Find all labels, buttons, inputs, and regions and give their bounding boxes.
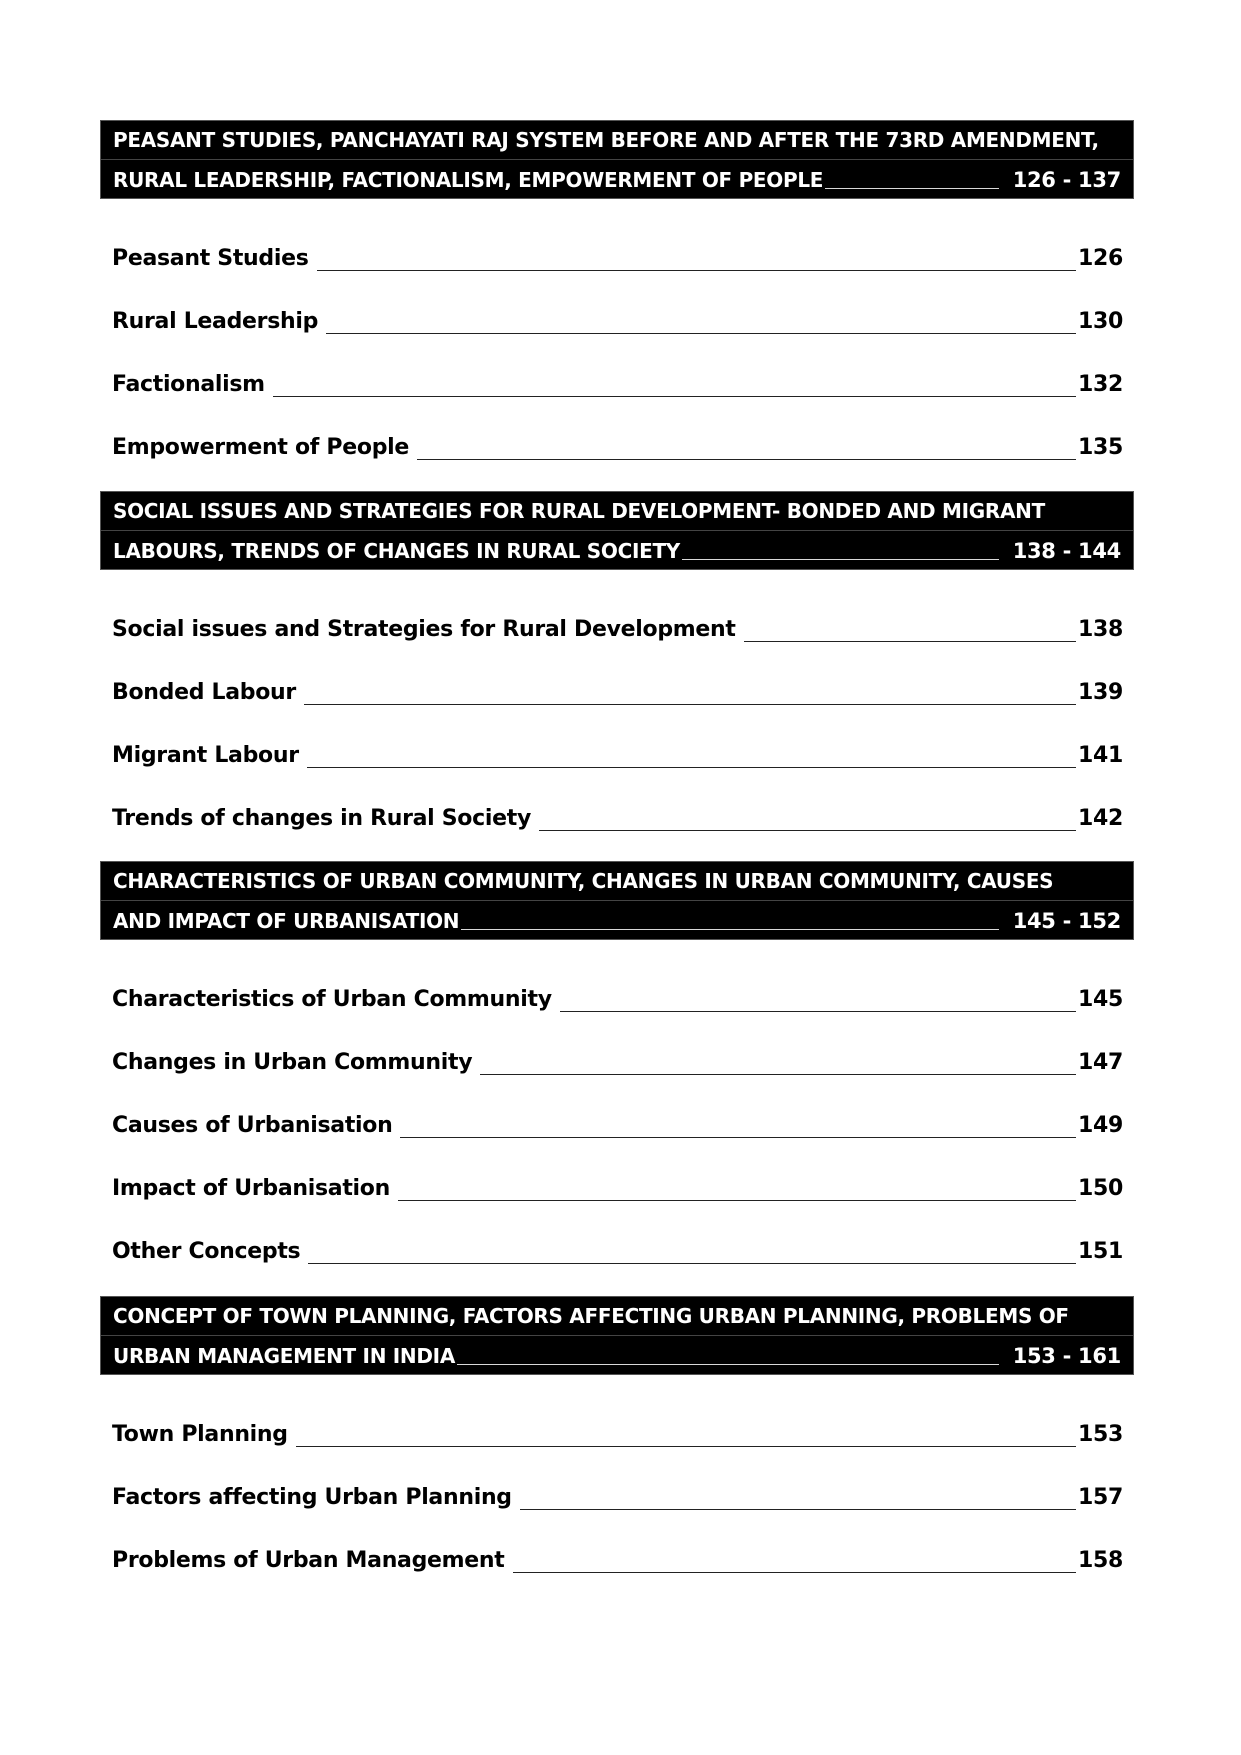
toc-entry[interactable] [100,1031,1134,1094]
leader-line [520,1509,1076,1510]
entry-page: 142 [1077,806,1123,831]
dotted-leader [825,188,999,189]
entry-page: 138 [1077,617,1123,642]
section-heading-line2: AND IMPACT OF URBANISATION [113,908,460,933]
section-heading[interactable] [100,491,1134,570]
toc-entry[interactable] [100,353,1134,416]
dotted-leader [682,559,999,560]
entry-page: 145 [1077,987,1123,1012]
entry-title: Characteristics of Urban Community [112,987,552,1012]
entry-page: 149 [1077,1113,1123,1138]
leader-line [513,1572,1076,1573]
toc-entry[interactable] [100,1529,1134,1592]
entry-page: 158 [1077,1548,1123,1573]
entry-title: Factionalism [112,372,265,397]
entry-page: 157 [1077,1485,1123,1510]
section-heading[interactable] [100,1296,1134,1375]
toc-entry[interactable] [100,1220,1134,1283]
toc-section [100,491,1134,850]
leader-line [317,270,1076,271]
toc-entry[interactable] [100,416,1134,479]
leader-line [417,459,1076,460]
entry-title: Rural Leadership [112,309,319,334]
section-page-range: 126 - 137 [1012,167,1121,192]
leader-line [539,830,1076,831]
entry-page: 150 [1077,1176,1123,1201]
entry-title: Other Concepts [112,1239,301,1264]
entry-title: Migrant Labour [112,743,299,768]
section-heading-line1: CONCEPT OF TOWN PLANNING, FACTORS AFFECTING URBAN PLANNING, PROBLEMS OF [113,1304,1069,1328]
leader-line [560,1011,1076,1012]
entry-page: 139 [1077,680,1123,705]
toc-section [100,1296,1134,1592]
toc-entry[interactable] [100,227,1134,290]
toc-entry[interactable] [100,1466,1134,1529]
entry-title: Bonded Labour [112,680,296,705]
section-heading-line2: RURAL LEADERSHIP, FACTIONALISM, EMPOWERMENT OF PEOPLE [113,167,824,192]
entry-page: 126 [1077,246,1123,271]
leader-line [308,1263,1076,1264]
dotted-leader [461,929,998,930]
section-heading-line2: URBAN MANAGEMENT IN INDIA [113,1343,455,1368]
toc-section [100,120,1134,479]
entry-page: 153 [1077,1422,1123,1447]
entry-title: Town Planning [112,1422,288,1447]
leader-line [304,704,1076,705]
toc-entry[interactable] [100,1157,1134,1220]
dotted-leader [457,1364,999,1365]
leader-line [744,641,1076,642]
leader-line [480,1074,1076,1075]
section-heading[interactable] [100,861,1134,940]
leader-line [400,1137,1076,1138]
leader-line [296,1446,1076,1447]
toc-entry[interactable] [100,661,1134,724]
toc-entry[interactable] [100,1403,1134,1466]
entry-page: 141 [1077,743,1123,768]
entry-title: Causes of Urbanisation [112,1113,393,1138]
toc-entry[interactable] [100,290,1134,353]
section-heading-line1: CHARACTERISTICS OF URBAN COMMUNITY, CHANGES IN URBAN COMMUNITY, CAUSES [113,869,1054,893]
entry-title: Empowerment of People [112,435,410,460]
toc-entry[interactable] [100,968,1134,1031]
toc-entry[interactable] [100,1094,1134,1157]
entry-page: 132 [1077,372,1123,397]
section-page-range: 153 - 161 [1012,1343,1121,1368]
leader-line [273,396,1076,397]
toc-entry[interactable] [100,724,1134,787]
entry-page: 147 [1077,1050,1123,1075]
entry-title: Trends of changes in Rural Society [112,806,531,831]
entry-page: 151 [1077,1239,1123,1264]
entry-title: Impact of Urbanisation [112,1176,390,1201]
section-heading[interactable] [100,120,1134,199]
toc-entry[interactable] [100,787,1134,850]
leader-line [398,1200,1076,1201]
section-page-range: 145 - 152 [1012,908,1121,933]
toc-entry[interactable] [100,598,1134,661]
toc-section [100,861,1134,1283]
section-heading-line1: PEASANT STUDIES, PANCHAYATI RAJ SYSTEM BEFORE AND AFTER THE 73RD AMENDMENT, [113,128,1099,152]
section-heading-line1: SOCIAL ISSUES AND STRATEGIES FOR RURAL DEVELOPMENT- BONDED AND MIGRANT [113,499,1045,523]
leader-line [307,767,1076,768]
entry-title: Problems of Urban Management [112,1548,505,1573]
entry-page: 130 [1077,309,1123,334]
entry-title: Social issues and Strategies for Rural Development [112,617,736,642]
section-heading-line2: LABOURS, TRENDS OF CHANGES IN RURAL SOCIETY [113,538,680,563]
entry-title: Changes in Urban Community [112,1050,473,1075]
entry-title: Peasant Studies [112,246,309,271]
entry-page: 135 [1077,435,1123,460]
section-page-range: 138 - 144 [1012,538,1121,563]
leader-line [326,333,1076,334]
entry-title: Factors affecting Urban Planning [112,1485,512,1510]
